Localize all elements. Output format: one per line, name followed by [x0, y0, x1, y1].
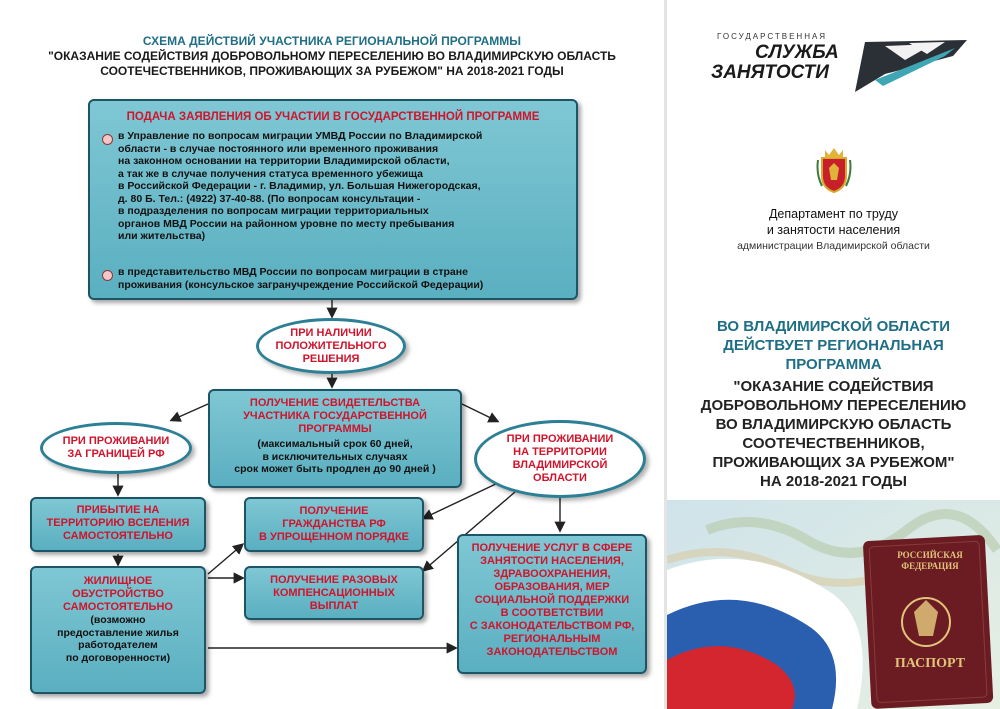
arrival-box [30, 497, 206, 552]
compensation-box [244, 566, 424, 620]
department-line-1: Департамент по труду [768, 207, 899, 221]
arrival-text: ПРИБЫТИЕ НА ТЕРРИТОРИЮ ВСЕЛЕНИЯ САМОСТОЯТЕЛЬНО [46, 504, 190, 542]
housing-title: ЖИЛИЩНОЕ ОБУСТРОЙСТВО САМОСТОЯТЕЛЬНО [63, 575, 173, 613]
territory-text: ПРИ ПРОЖИВАНИИ НА ТЕРРИТОРИИ ВЛАДИМИРСКОЙ ОБЛАСТИ [506, 433, 614, 484]
employment-service-logo-icon [845, 34, 980, 94]
application-bullet-1: в Управление по вопросам миграции УМВД России по Владимирской области - в случае постоянного или временного проживания на законном основании на территории Владимирской области, а так же в случае получения статуса временного убежища в Российской Федерации - г. Владимир, ул. Большая Нижегородская, д. 80 Б. Тел.: (4922) 37-40-88. (По вопросам консультации - в подразделения по вопросам миграции территориальных органов МВД России на районном уровне по месту пребывания или жительства) [118, 130, 483, 242]
citizenship-text: ПОЛУЧЕНИЕ ГРАЖДАНСТВА РФ В УПРОЩЕННОМ ПОРЯДКЕ [258, 505, 410, 543]
flag-and-passport-illustration [667, 500, 1000, 709]
application-title: ПОДАЧА ЗАЯВЛЕНИЯ ОБ УЧАСТИИ В ГОСУДАРСТВЕННОЙ ПРОГРАММЕ [126, 111, 540, 123]
bullet-marker [102, 134, 113, 145]
logo-word-2: ЗАНЯТОСТИ [711, 62, 829, 83]
application-bullet-2: в представительство МВД России по вопросам миграции в стране проживания (консульское загранучреждение Российской Федерации) [118, 266, 484, 291]
services-box [457, 534, 647, 674]
coat-of-arms-icon [815, 146, 853, 194]
decision-oval [256, 318, 406, 374]
services-text: ПОЛУЧЕНИЕ УСЛУГ В СФЕРЕ ЗАНЯТОСТИ НАСЕЛЕНИЯ, ЗДРАВООХРАНЕНИЯ, ОБРАЗОВАНИЯ, МЕР СОЦИАЛЬНОЙ ПОДДЕРЖКИ В СООТВЕТСТВИИ С ЗАКОНОДАТЕЛЬСТВОМ РФ, РЕГИОНАЛЬНЫМ ЗАКОНОДАТЕЛЬСТВОМ [469, 542, 635, 658]
promo-program-title: "ОКАЗАНИЕ СОДЕЙСТВИЯ ДОБРОВОЛЬНОМУ ПЕРЕСЕЛЕНИЮ ВО ВЛАДИМИРСКУЮ ОБЛАСТЬ СООТЕЧЕСТВЕННИКОВ, ПРОЖИВАЮЩИХ ЗА РУБЕЖОМ" НА 2018-2021 ГОДЫ [700, 378, 967, 490]
promo-heading: ВО ВЛАДИМИРСКОЙ ОБЛАСТИ ДЕЙСТВУЕТ РЕГИОНАЛЬНАЯ ПРОГРАММА [716, 318, 951, 373]
department-line-2: и занятости населения [766, 223, 901, 237]
passport-label: ПАСПОРТ [894, 656, 966, 671]
logo-word-1: СЛУЖБА [755, 42, 839, 63]
citizenship-box [244, 497, 424, 552]
decision-text: ПРИ НАЛИЧИИ ПОЛОЖИТЕЛЬНОГО РЕШЕНИЯ [275, 326, 387, 365]
cover-panel [667, 0, 1000, 709]
certificate-title: ПОЛУЧЕНИЕ СВИДЕТЕЛЬСТВА УЧАСТНИКА ГОСУДАРСТВЕННОЙ ПРОГРАММЫ [243, 397, 427, 435]
department-line-3: администрации Владимирской области [737, 240, 930, 252]
housing-note: (возможно предоставление жилья работодателем по договоренности) [57, 614, 179, 664]
arrow-certificate-to-territory [462, 404, 497, 421]
territory-oval [474, 420, 646, 498]
abroad-text: ПРИ ПРОЖИВАНИИ ЗА ГРАНИЦЕЙ РФ [62, 435, 170, 460]
scheme-title: СХЕМА ДЕЙСТВИЙ УЧАСТНИКА РЕГИОНАЛЬНОЙ ПРОГРАММЫ [142, 34, 522, 48]
logo-small-caption: ГОСУДАРСТВЕННАЯ [717, 32, 828, 41]
arrow-certificate-to-abroad [172, 404, 208, 420]
program-title-line1: "ОКАЗАНИЕ СОДЕЙСТВИЯ ДОБРОВОЛЬНОМУ ПЕРЕСЕЛЕНИЮ ВО ВЛАДИМИРСКУЮ ОБЛАСТЬ [48, 49, 616, 63]
application-box [88, 99, 578, 300]
certificate-note: (максимальный срок 60 дней, в исключительных случаях срок может быть продлен до 90 дней ) [234, 438, 436, 475]
passport-country: РОССИЙСКАЯ ФЕДЕРАЦИЯ [897, 550, 963, 571]
program-title-line2: СООТЕЧЕСТВЕННИКОВ, ПРОЖИВАЮЩИХ ЗА РУБЕЖОМ" НА 2018-2021 ГОДЫ [100, 64, 564, 78]
certificate-box [208, 389, 462, 488]
compensation-text: ПОЛУЧЕНИЕ РАЗОВЫХ КОМПЕНСАЦИОННЫХ ВЫПЛАТ [270, 574, 398, 612]
abroad-oval [40, 422, 192, 474]
bullet-marker [102, 270, 113, 281]
housing-box [30, 566, 206, 694]
arrow-housing-to-citizenship [208, 545, 242, 574]
